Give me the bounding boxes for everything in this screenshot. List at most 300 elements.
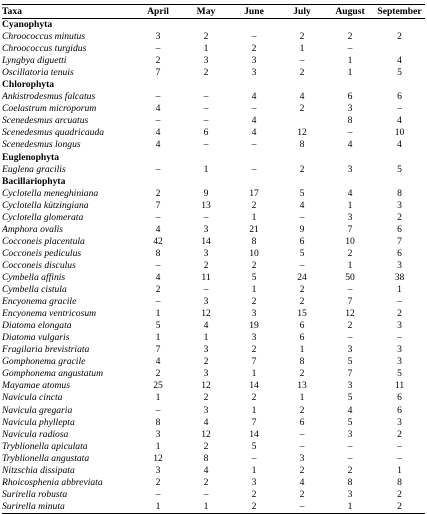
- count-cell: 8: [347, 476, 353, 488]
- count-cell: –: [278, 501, 326, 514]
- count-cell: 7: [397, 235, 402, 247]
- count-cell: 4: [251, 127, 257, 139]
- count-cell: 2: [299, 31, 305, 43]
- taxon-name: Navicula phyllepta: [2, 416, 75, 428]
- count-cell: –: [203, 103, 209, 115]
- count-cell: 1: [251, 404, 257, 416]
- table-row: [2, 392, 425, 404]
- count-cell: 2: [155, 55, 161, 67]
- count-cell: 6: [299, 235, 305, 247]
- count-cell: 12: [201, 380, 211, 392]
- count-cell: 3: [203, 344, 209, 356]
- count-cell: 25: [153, 380, 163, 392]
- count-cell: 2: [397, 488, 402, 500]
- count-cell: 1: [203, 163, 209, 175]
- count-cell: 3: [299, 452, 305, 464]
- count-cell: 2: [299, 404, 305, 416]
- count-cell: 3: [251, 476, 257, 488]
- count-cell: 12: [153, 452, 163, 464]
- count-cell: –: [299, 259, 305, 271]
- taxon-name: Fragilaria brevistriata: [2, 344, 90, 356]
- count-cell: 3: [347, 344, 353, 356]
- column-header-may: May: [182, 5, 230, 19]
- count-cell: 2: [203, 440, 209, 452]
- count-cell: 8: [299, 139, 305, 151]
- count-cell: 3: [347, 163, 353, 175]
- table-row: [2, 441, 425, 453]
- count-cell: –: [203, 488, 209, 500]
- count-cell: –: [251, 163, 257, 175]
- count-cell: 1: [347, 199, 353, 211]
- table-row: [2, 296, 425, 308]
- count-cell: 2: [251, 259, 257, 271]
- group-heading: Bacillariophyta: [2, 175, 66, 187]
- table-row: [2, 260, 425, 272]
- count-cell: 1: [347, 55, 353, 67]
- count-cell: 4: [155, 223, 161, 235]
- count-cell: –: [203, 115, 209, 127]
- count-cell: 1: [155, 440, 161, 452]
- count-cell: 5: [347, 416, 353, 428]
- count-cell: 2: [397, 31, 402, 43]
- count-cell: 1: [299, 344, 305, 356]
- taxon-name: Cyclotella meneghiniana: [2, 187, 99, 199]
- table-row: [2, 368, 425, 380]
- taxon-name: Encyonema ventricosum: [2, 308, 97, 320]
- count-cell: 2: [251, 199, 257, 211]
- count-cell: 4: [347, 139, 353, 151]
- taxon-name: Chroococcus minutus: [2, 31, 86, 43]
- count-cell: 5: [155, 320, 161, 332]
- taxon-name: Rhoicosphenia abbreviata: [2, 476, 103, 488]
- table-row: [2, 224, 425, 236]
- count-cell: 8: [347, 115, 353, 127]
- taxon-name: Amphora ovalis: [2, 223, 64, 235]
- taxon-name: Nitzschia dissipata: [2, 464, 75, 476]
- count-cell: 2: [299, 67, 305, 79]
- count-cell: –: [299, 55, 305, 67]
- count-cell: –: [347, 43, 353, 55]
- count-cell: 1: [251, 211, 257, 223]
- count-cell: 24: [297, 272, 307, 283]
- table-row: [2, 200, 425, 212]
- count-cell: –: [347, 127, 353, 139]
- count-cell: 1: [326, 501, 374, 514]
- taxon-name: Encyonema gracile: [2, 296, 77, 308]
- count-cell: –: [347, 452, 353, 464]
- count-cell: 3: [251, 55, 257, 67]
- taxon-name: Cocconeis disculus: [2, 259, 76, 271]
- count-cell: 7: [347, 368, 353, 380]
- count-cell: 5: [251, 272, 257, 283]
- count-cell: 3: [397, 320, 402, 332]
- count-cell: 10: [249, 247, 259, 259]
- count-cell: 3: [347, 428, 353, 440]
- group-row: [2, 152, 425, 164]
- count-cell: 13: [201, 199, 211, 211]
- taxon-name: Tryblionella apiculata: [2, 440, 88, 452]
- count-cell: 3: [251, 308, 257, 320]
- taxon-name: Surirella robusta: [2, 488, 68, 500]
- group-row: [2, 176, 425, 188]
- count-cell: 9: [203, 187, 209, 199]
- table-row: [2, 43, 425, 55]
- count-cell: 17: [249, 187, 259, 199]
- count-cell: 50: [345, 272, 355, 283]
- count-cell: 8: [299, 356, 305, 368]
- count-cell: 6: [397, 91, 402, 103]
- table-row: [2, 501, 425, 514]
- count-cell: 5: [397, 67, 402, 79]
- count-cell: 4: [347, 404, 353, 416]
- taxon-name: Oscillatoria tenuis: [2, 67, 74, 79]
- taxon-name: Scenedesmus arcuatus: [2, 115, 89, 127]
- phytoplankton-abundance-table: [2, 4, 425, 514]
- count-cell: 2: [203, 392, 209, 404]
- count-cell: 38: [394, 272, 405, 283]
- group-heading: Cyanophyta: [2, 19, 53, 31]
- count-cell: 10: [345, 235, 355, 247]
- count-cell: 4: [397, 55, 402, 67]
- table-row: [2, 489, 425, 501]
- table-row: [2, 272, 425, 284]
- count-cell: 3: [347, 380, 353, 392]
- count-cell: 2: [347, 247, 353, 259]
- count-cell: 2: [397, 211, 402, 223]
- taxon-name: Chroococcus turgidus: [2, 43, 87, 55]
- count-cell: 4: [203, 464, 209, 476]
- taxon-name: Navicula radiosa: [2, 428, 69, 440]
- count-cell: 3: [155, 428, 161, 440]
- count-cell: 2: [374, 501, 425, 514]
- group-heading: Chlorophyta: [2, 79, 55, 91]
- count-cell: [278, 115, 326, 127]
- column-header-june: June: [230, 5, 278, 19]
- count-cell: 3: [155, 31, 161, 43]
- count-cell: 19: [249, 320, 259, 332]
- count-cell: 2: [155, 187, 161, 199]
- taxon-name: Cymbella affinis: [2, 272, 66, 283]
- count-cell: 3: [203, 404, 209, 416]
- count-cell: 4: [299, 199, 305, 211]
- count-cell: 3: [155, 464, 161, 476]
- count-cell: –: [155, 115, 161, 127]
- table-row: [2, 344, 425, 356]
- count-cell: 21: [249, 223, 259, 235]
- column-header-july: July: [278, 5, 326, 19]
- table-row: [2, 465, 425, 477]
- table-row: [2, 284, 425, 296]
- count-cell: 1: [251, 464, 257, 476]
- count-cell: –: [203, 91, 209, 103]
- count-cell: 5: [397, 368, 402, 380]
- count-cell: –: [251, 452, 257, 464]
- count-cell: 2: [299, 284, 305, 296]
- count-cell: 11: [201, 272, 211, 283]
- column-header-august: August: [326, 5, 374, 19]
- table-row: [2, 164, 425, 176]
- table-row: [2, 356, 425, 368]
- count-cell: 3: [397, 199, 402, 211]
- count-cell: 14: [249, 428, 259, 440]
- count-cell: 7: [155, 199, 161, 211]
- table-row: [2, 115, 425, 127]
- count-cell: –: [155, 43, 161, 55]
- table-body: [2, 19, 425, 514]
- count-cell: –: [203, 139, 209, 151]
- count-cell: 5: [347, 356, 353, 368]
- count-cell: 3: [397, 259, 402, 271]
- count-cell: 14: [249, 380, 259, 392]
- table-row: [2, 127, 425, 139]
- count-cell: 8: [203, 452, 209, 464]
- count-cell: 4: [203, 416, 209, 428]
- taxon-name: Mayamae atomus: [2, 380, 70, 392]
- count-cell: 4: [203, 320, 209, 332]
- count-cell: 11: [394, 380, 405, 392]
- count-cell: –: [397, 452, 402, 464]
- column-header-taxa: Taxa: [2, 5, 134, 19]
- count-cell: 5: [397, 163, 402, 175]
- count-cell: –: [347, 440, 353, 452]
- count-cell: 1: [155, 332, 161, 344]
- count-cell: –: [251, 139, 257, 151]
- count-cell: 4: [251, 91, 257, 103]
- count-cell: 6: [397, 392, 402, 404]
- count-cell: –: [155, 404, 161, 416]
- count-cell: 3: [251, 332, 257, 344]
- count-cell: 4: [155, 139, 161, 151]
- count-cell: 4: [155, 127, 161, 139]
- count-cell: 2: [251, 296, 257, 308]
- count-cell: 1: [299, 392, 305, 404]
- count-cell: 7: [347, 223, 353, 235]
- count-cell: 15: [297, 308, 307, 320]
- count-cell: 1: [347, 259, 353, 271]
- taxon-name: Cocconeis placentula: [2, 235, 85, 247]
- count-cell: 7: [347, 296, 353, 308]
- count-cell: 2: [299, 368, 305, 380]
- count-cell: 4: [299, 91, 305, 103]
- count-cell: 7: [155, 67, 161, 79]
- table-row: [2, 308, 425, 320]
- count-cell: 4: [155, 356, 161, 368]
- count-cell: 1: [155, 392, 161, 404]
- count-cell: 3: [251, 67, 257, 79]
- count-cell: –: [397, 440, 402, 452]
- taxon-name: Surirella minuta: [2, 501, 134, 514]
- count-cell: 10: [394, 127, 405, 139]
- column-header-april: April: [134, 5, 182, 19]
- count-cell: 2: [203, 67, 209, 79]
- count-cell: –: [155, 488, 161, 500]
- table-row: [2, 380, 425, 392]
- count-cell: 3: [203, 368, 209, 380]
- count-cell: 2: [203, 476, 209, 488]
- count-cell: –: [299, 428, 305, 440]
- count-cell: 6: [397, 247, 402, 259]
- count-cell: 8: [397, 187, 402, 199]
- count-cell: 2: [299, 464, 305, 476]
- taxon-name: Navicula cincta: [2, 392, 63, 404]
- count-cell: 3: [397, 356, 402, 368]
- count-cell: 1: [299, 43, 305, 55]
- count-cell: 5: [299, 247, 305, 259]
- count-cell: [374, 43, 425, 55]
- count-cell: 3: [347, 488, 353, 500]
- table-row: [2, 320, 425, 332]
- table-row: [2, 429, 425, 441]
- count-cell: 6: [299, 332, 305, 344]
- count-cell: 7: [251, 416, 257, 428]
- count-cell: 6: [203, 127, 209, 139]
- count-cell: 6: [397, 223, 402, 235]
- count-cell: 2: [251, 488, 257, 500]
- count-cell: 2: [203, 356, 209, 368]
- header-row: [2, 5, 425, 19]
- table-header: [2, 5, 425, 19]
- count-cell: 4: [299, 476, 305, 488]
- table-row: [2, 212, 425, 224]
- count-cell: –: [397, 296, 402, 308]
- count-cell: 5: [251, 440, 257, 452]
- table-row: [2, 139, 425, 151]
- count-cell: 2: [347, 31, 353, 43]
- count-cell: 2: [203, 259, 209, 271]
- count-cell: –: [251, 31, 257, 43]
- count-cell: 2: [251, 43, 257, 55]
- count-cell: 1: [182, 501, 230, 514]
- count-cell: 2: [203, 31, 209, 43]
- count-cell: –: [155, 296, 161, 308]
- column-header-september: September: [374, 5, 425, 19]
- count-cell: 6: [299, 416, 305, 428]
- count-cell: –: [397, 103, 402, 115]
- count-cell: 3: [203, 296, 209, 308]
- count-cell: 1: [347, 67, 353, 79]
- count-cell: 1: [397, 284, 402, 296]
- count-cell: 2: [155, 368, 161, 380]
- count-cell: 12: [201, 428, 211, 440]
- count-cell: –: [299, 440, 305, 452]
- count-cell: 42: [153, 235, 163, 247]
- taxon-name: Cocconeis pediculus: [2, 247, 82, 259]
- group-row: [2, 19, 425, 32]
- count-cell: 3: [203, 223, 209, 235]
- count-cell: 2: [347, 320, 353, 332]
- taxon-name: Cyclotella kützingiana: [2, 199, 89, 211]
- table-row: [2, 405, 425, 417]
- count-cell: –: [155, 91, 161, 103]
- count-cell: 1: [251, 368, 257, 380]
- table-row: [2, 248, 425, 260]
- count-cell: –: [203, 211, 209, 223]
- taxon-name: Gomphonema gracile: [2, 356, 86, 368]
- count-cell: 7: [251, 356, 257, 368]
- count-cell: 4: [347, 187, 353, 199]
- count-cell: 2: [299, 488, 305, 500]
- count-cell: 6: [299, 320, 305, 332]
- count-cell: 2: [299, 163, 305, 175]
- count-cell: 2: [397, 428, 402, 440]
- count-cell: 2: [155, 284, 161, 296]
- table-row: [2, 236, 425, 248]
- taxon-name: Coelastrum microporum: [2, 103, 97, 115]
- count-cell: 13: [297, 380, 307, 392]
- taxon-name: Scenedesmus longus: [2, 139, 81, 151]
- table-row: [2, 67, 425, 79]
- count-cell: –: [347, 332, 353, 344]
- count-cell: 3: [347, 103, 353, 115]
- count-cell: 2: [299, 103, 305, 115]
- count-cell: 4: [397, 115, 402, 127]
- table-row: [2, 453, 425, 465]
- group-row: [2, 79, 425, 91]
- count-cell: 1: [397, 464, 402, 476]
- table-row: [2, 55, 425, 67]
- table-row: [2, 91, 425, 103]
- table-row: [2, 103, 425, 115]
- taxon-name: Navicula gregaria: [2, 404, 73, 416]
- taxon-name: Lyngbya diguetti: [2, 55, 67, 67]
- count-cell: –: [397, 332, 402, 344]
- count-cell: 4: [251, 115, 257, 127]
- count-cell: –: [203, 284, 209, 296]
- count-cell: –: [155, 259, 161, 271]
- table-row: [2, 31, 425, 43]
- taxon-name: Cyclotella glomerata: [2, 211, 84, 223]
- count-cell: 9: [299, 223, 305, 235]
- count-cell: 5: [347, 392, 353, 404]
- count-cell: 12: [345, 308, 355, 320]
- count-cell: 1: [203, 332, 209, 344]
- count-cell: 12: [297, 127, 307, 139]
- count-cell: 8: [251, 235, 257, 247]
- table-row: [2, 477, 425, 489]
- count-cell: 1: [155, 308, 161, 320]
- count-cell: 2: [251, 344, 257, 356]
- count-cell: 5: [299, 187, 305, 199]
- count-cell: 3: [347, 211, 353, 223]
- count-cell: 1: [251, 284, 257, 296]
- group-heading: Euglenophyta: [2, 151, 60, 163]
- count-cell: –: [299, 211, 305, 223]
- count-cell: 2: [397, 308, 402, 320]
- table-row: [2, 417, 425, 429]
- table-row: [2, 188, 425, 200]
- count-cell: 2: [155, 476, 161, 488]
- count-cell: 3: [203, 55, 209, 67]
- count-cell: 2: [230, 501, 278, 514]
- count-cell: 6: [347, 91, 353, 103]
- taxon-name: Diatoma vulgaris: [2, 332, 70, 344]
- table-row: [2, 332, 425, 344]
- taxon-name: Tryblionella angustata: [2, 452, 90, 464]
- count-cell: 8: [155, 247, 161, 259]
- count-cell: 3: [397, 344, 402, 356]
- count-cell: 4: [397, 139, 402, 151]
- count-cell: 7: [155, 344, 161, 356]
- count-cell: 2: [347, 464, 353, 476]
- taxon-name: Euglena gracilis: [2, 163, 66, 175]
- count-cell: 2: [299, 296, 305, 308]
- count-cell: 8: [397, 476, 402, 488]
- count-cell: –: [251, 103, 257, 115]
- count-cell: –: [155, 211, 161, 223]
- count-cell: –: [155, 163, 161, 175]
- count-cell: 1: [134, 501, 182, 514]
- count-cell: 3: [203, 247, 209, 259]
